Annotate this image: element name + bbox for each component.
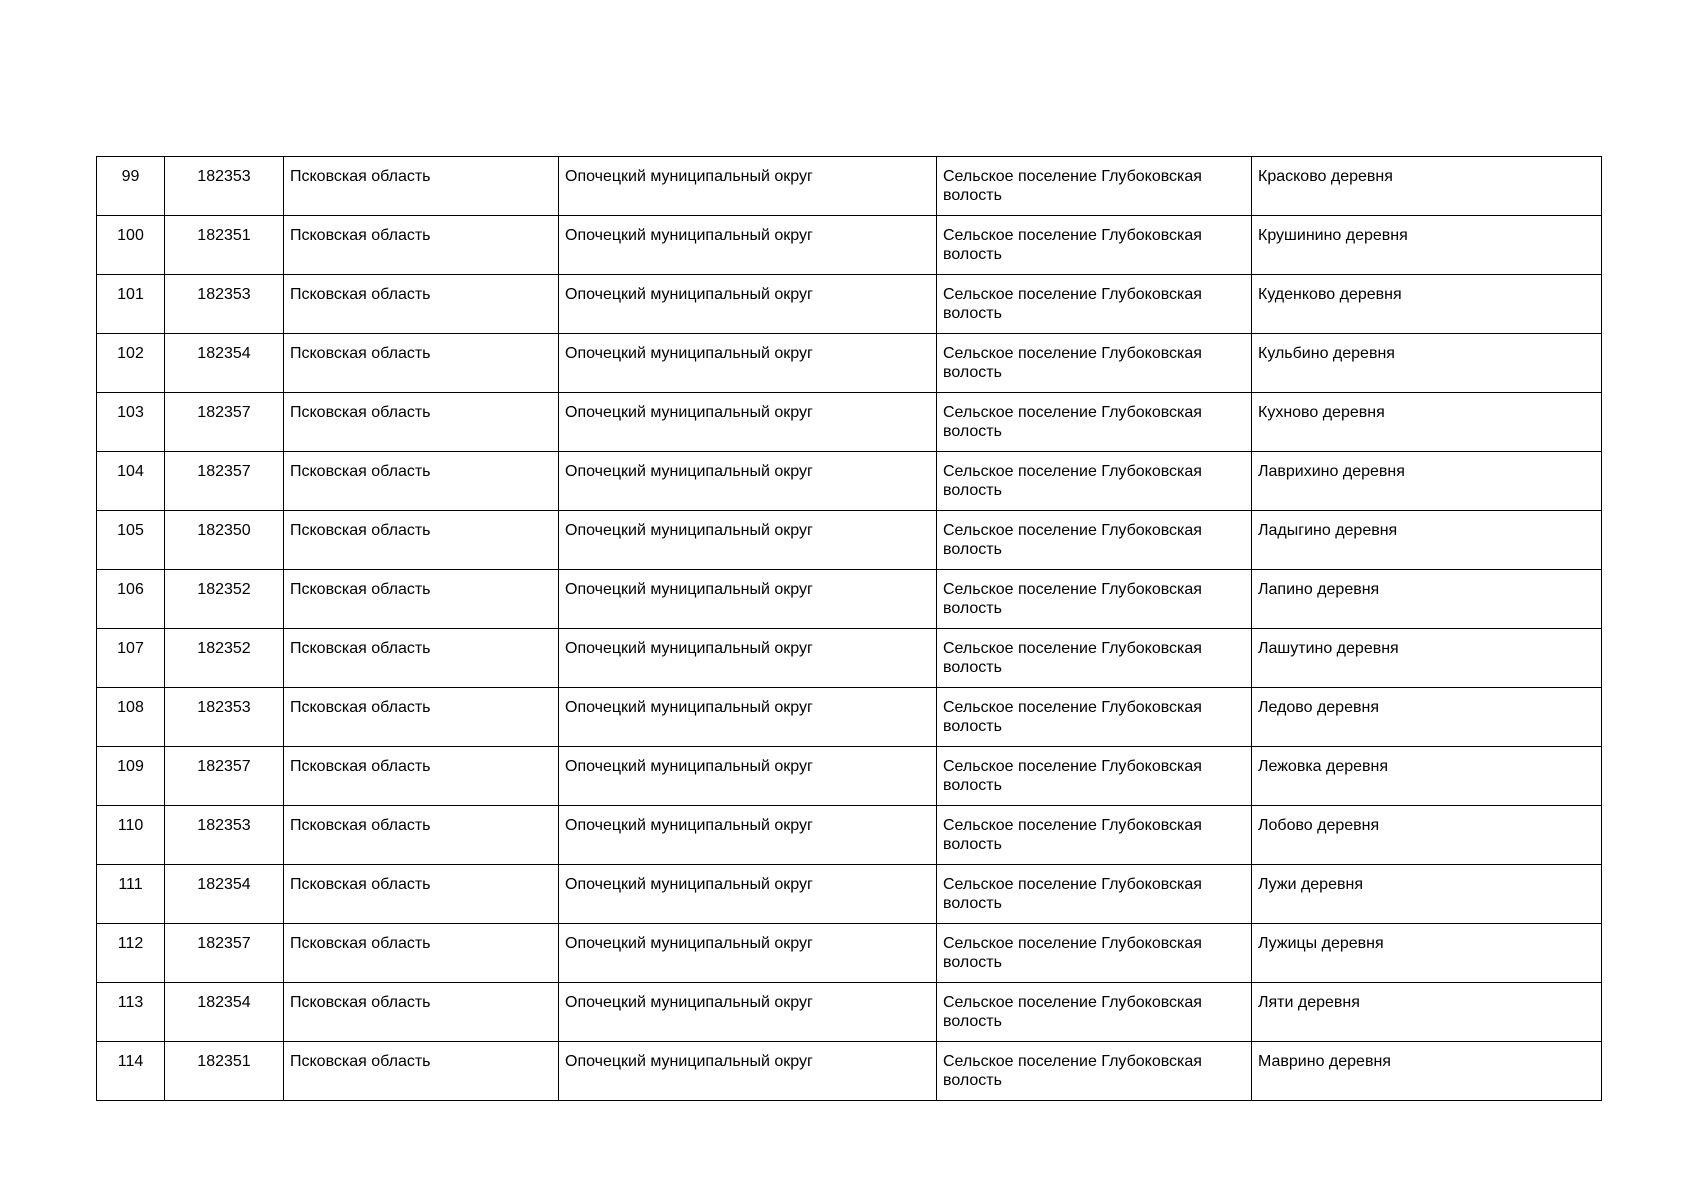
locality-cell: Лашутино деревня (1252, 629, 1602, 688)
row-number-cell: 107 (97, 629, 165, 688)
table-row (97, 157, 1602, 216)
district-cell: Опочецкий муниципальный округ (559, 924, 937, 983)
locality-cell: Лужи деревня (1252, 865, 1602, 924)
settlement-cell: Сельское поселение Глубоковская волость (937, 629, 1252, 688)
row-number-cell: 109 (97, 747, 165, 806)
locality-cell: Куденково деревня (1252, 275, 1602, 334)
locality-cell: Ледово деревня (1252, 688, 1602, 747)
region-cell: Псковская область (284, 1042, 559, 1101)
region-cell: Псковская область (284, 452, 559, 511)
table-row (97, 275, 1602, 334)
district-cell: Опочецкий муниципальный округ (559, 393, 937, 452)
table-row (97, 452, 1602, 511)
postal-index-cell: 182357 (165, 393, 284, 452)
region-cell: Псковская область (284, 334, 559, 393)
row-number-cell: 104 (97, 452, 165, 511)
postal-index-cell: 182357 (165, 747, 284, 806)
settlement-cell: Сельское поселение Глубоковская волость (937, 806, 1252, 865)
postal-index-cell: 182350 (165, 511, 284, 570)
row-number-cell: 110 (97, 806, 165, 865)
settlement-cell: Сельское поселение Глубоковская волость (937, 983, 1252, 1042)
address-table (96, 156, 1602, 1101)
postal-index-cell: 182354 (165, 334, 284, 393)
locality-cell: Лежовка деревня (1252, 747, 1602, 806)
settlement-cell: Сельское поселение Глубоковская волость (937, 688, 1252, 747)
settlement-cell: Сельское поселение Глубоковская волость (937, 157, 1252, 216)
district-cell: Опочецкий муниципальный округ (559, 511, 937, 570)
row-number-cell: 100 (97, 216, 165, 275)
district-cell: Опочецкий муниципальный округ (559, 570, 937, 629)
postal-index-cell: 182354 (165, 983, 284, 1042)
region-cell: Псковская область (284, 983, 559, 1042)
row-number-cell: 105 (97, 511, 165, 570)
locality-cell: Кульбино деревня (1252, 334, 1602, 393)
locality-cell: Лапино деревня (1252, 570, 1602, 629)
region-cell: Псковская область (284, 511, 559, 570)
table-row (97, 334, 1602, 393)
row-number-cell: 112 (97, 924, 165, 983)
settlement-cell: Сельское поселение Глубоковская волость (937, 570, 1252, 629)
region-cell: Псковская область (284, 393, 559, 452)
row-number-cell: 103 (97, 393, 165, 452)
table-body (97, 157, 1602, 1101)
locality-cell: Ляти деревня (1252, 983, 1602, 1042)
region-cell: Псковская область (284, 924, 559, 983)
locality-cell: Лужицы деревня (1252, 924, 1602, 983)
district-cell: Опочецкий муниципальный округ (559, 275, 937, 334)
table-row (97, 747, 1602, 806)
region-cell: Псковская область (284, 806, 559, 865)
district-cell: Опочецкий муниципальный округ (559, 334, 937, 393)
district-cell: Опочецкий муниципальный округ (559, 452, 937, 511)
row-number-cell: 108 (97, 688, 165, 747)
settlement-cell: Сельское поселение Глубоковская волость (937, 511, 1252, 570)
region-cell: Псковская область (284, 570, 559, 629)
settlement-cell: Сельское поселение Глубоковская волость (937, 334, 1252, 393)
table-row (97, 806, 1602, 865)
region-cell: Псковская область (284, 865, 559, 924)
postal-index-cell: 182354 (165, 865, 284, 924)
locality-cell: Красково деревня (1252, 157, 1602, 216)
district-cell: Опочецкий муниципальный округ (559, 629, 937, 688)
table-row (97, 393, 1602, 452)
settlement-cell: Сельское поселение Глубоковская волость (937, 216, 1252, 275)
district-cell: Опочецкий муниципальный округ (559, 1042, 937, 1101)
district-cell: Опочецкий муниципальный округ (559, 865, 937, 924)
settlement-cell: Сельское поселение Глубоковская волость (937, 452, 1252, 511)
postal-index-cell: 182353 (165, 806, 284, 865)
region-cell: Псковская область (284, 275, 559, 334)
postal-index-cell: 182357 (165, 924, 284, 983)
settlement-cell: Сельское поселение Глубоковская волость (937, 924, 1252, 983)
row-number-cell: 114 (97, 1042, 165, 1101)
table-row (97, 688, 1602, 747)
region-cell: Псковская область (284, 688, 559, 747)
region-cell: Псковская область (284, 629, 559, 688)
locality-cell: Маврино деревня (1252, 1042, 1602, 1101)
postal-index-cell: 182353 (165, 688, 284, 747)
table-row (97, 629, 1602, 688)
locality-cell: Ладыгино деревня (1252, 511, 1602, 570)
table-row (97, 983, 1602, 1042)
district-cell: Опочецкий муниципальный округ (559, 688, 937, 747)
district-cell: Опочецкий муниципальный округ (559, 216, 937, 275)
postal-index-cell: 182352 (165, 570, 284, 629)
table-row (97, 865, 1602, 924)
settlement-cell: Сельское поселение Глубоковская волость (937, 1042, 1252, 1101)
row-number-cell: 102 (97, 334, 165, 393)
row-number-cell: 99 (97, 157, 165, 216)
row-number-cell: 106 (97, 570, 165, 629)
postal-index-cell: 182352 (165, 629, 284, 688)
district-cell: Опочецкий муниципальный округ (559, 747, 937, 806)
postal-index-cell: 182351 (165, 216, 284, 275)
settlement-cell: Сельское поселение Глубоковская волость (937, 865, 1252, 924)
postal-index-cell: 182351 (165, 1042, 284, 1101)
postal-index-cell: 182353 (165, 157, 284, 216)
locality-cell: Лаврихино деревня (1252, 452, 1602, 511)
table-row (97, 570, 1602, 629)
table-row (97, 924, 1602, 983)
locality-cell: Лобово деревня (1252, 806, 1602, 865)
row-number-cell: 111 (97, 865, 165, 924)
settlement-cell: Сельское поселение Глубоковская волость (937, 275, 1252, 334)
row-number-cell: 101 (97, 275, 165, 334)
region-cell: Псковская область (284, 747, 559, 806)
district-cell: Опочецкий муниципальный округ (559, 983, 937, 1042)
locality-cell: Кухново деревня (1252, 393, 1602, 452)
locality-cell: Крушинино деревня (1252, 216, 1602, 275)
table-row (97, 511, 1602, 570)
settlement-cell: Сельское поселение Глубоковская волость (937, 393, 1252, 452)
table-row (97, 1042, 1602, 1101)
settlement-cell: Сельское поселение Глубоковская волость (937, 747, 1252, 806)
district-cell: Опочецкий муниципальный округ (559, 806, 937, 865)
postal-index-cell: 182353 (165, 275, 284, 334)
row-number-cell: 113 (97, 983, 165, 1042)
district-cell: Опочецкий муниципальный округ (559, 157, 937, 216)
region-cell: Псковская область (284, 157, 559, 216)
region-cell: Псковская область (284, 216, 559, 275)
postal-index-cell: 182357 (165, 452, 284, 511)
table-row (97, 216, 1602, 275)
